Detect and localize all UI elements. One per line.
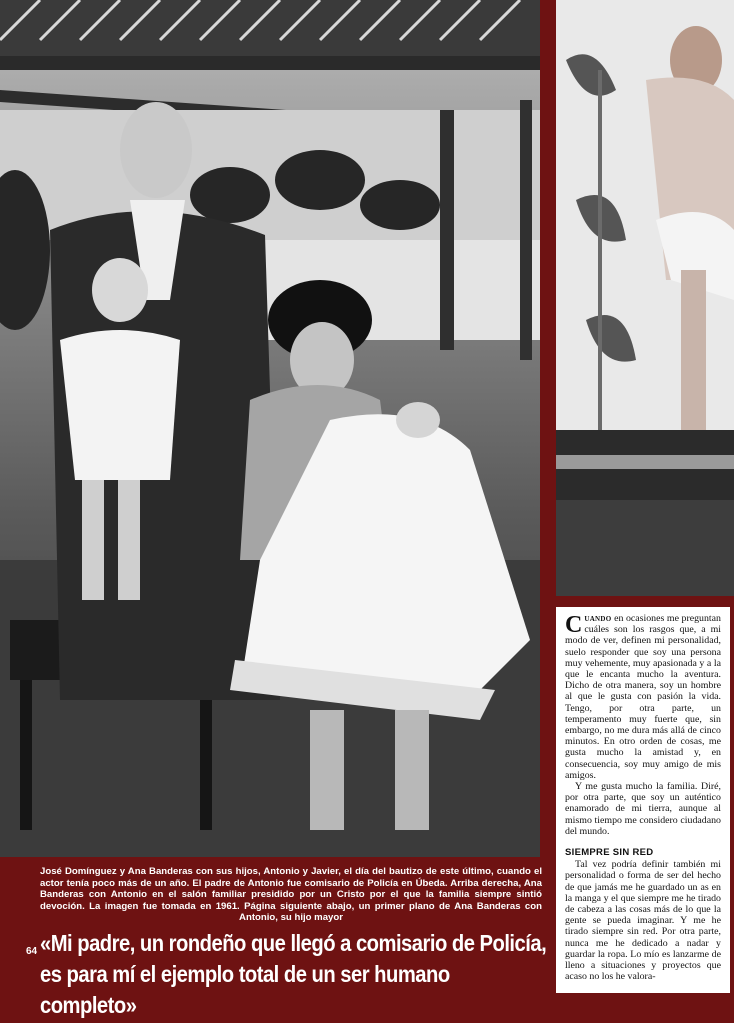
paragraph-1-text: en ocasiones me preguntan cuáles son los rasgos que, a mi modo de ver, definen mi personalidad, suelo responder que soy una persona muy vehemente, muy apasionada y a la que le encanta mucho la aventura. Dicho de otra manera, soy un hombre al que le gusta con pasión la vida. Tengo, por otra parte, un temperamento muy fuerte que, sin embargo, no me dura más allá de cinco minutos. En otro orden de cosas, me gusta mucho la amistad y, en consecuencia, soy muy amigo de mis amigos. (565, 613, 721, 781)
article-paragraph-2: Y me gusta mucho la familia. Diré, por otra parte, que soy un auténtico enamorado de mi tierra, aunque al mismo tiempo me considero ciudadano del mundo. (565, 781, 721, 837)
headline-line-1: «Mi padre, un rondeño que llegó a comisario de Policía, (40, 930, 547, 956)
lead-word: uando (584, 613, 612, 624)
article-paragraph-3: Tal vez podría definir también mi personalidad o forma de ser del hecho de que jamás me he guardado un as en la manga y el que siempre me he tirado de cabeza a las cosas más de lo que la gente se pueda imaginar. Y me he tirado siempre sin red. Por otra parte, nunca me he dedicado a nadar y guardar la ropa. Lo mío es lanzarme de lleno a situaciones y proyectos que acaso no los he valora- (565, 859, 721, 983)
christ-statue-illustration (556, 0, 734, 596)
page-number: 64 (26, 946, 38, 957)
christ-statue-photo (556, 0, 734, 596)
article-column (556, 607, 730, 993)
article-subhead: SIEMPRE SIN RED (565, 847, 654, 859)
pull-quote-headline (40, 928, 547, 1021)
headline-line-2: es para mí el ejemplo total de un ser humano completo» (40, 961, 450, 1018)
drop-cap: C (565, 612, 583, 638)
article-paragraph-1 (565, 613, 721, 781)
photo-caption: José Domínguez y Ana Banderas con sus hijos, Antonio y Javier, el día del bautizo de este último, cuando el actor tenía poco más de un año. El padre de Antonio fue comisario de Policía en Úbeda. Arriba derecha, Ana Banderas con Antonio en el salón familiar presidido por un Cristo por el que la familia siempre sintió devoción. La imagen fue tomada en 1961. Página siguiente abajo, un primer plano de Ana Banderas con Antonio, su hijo mayor (40, 866, 542, 924)
